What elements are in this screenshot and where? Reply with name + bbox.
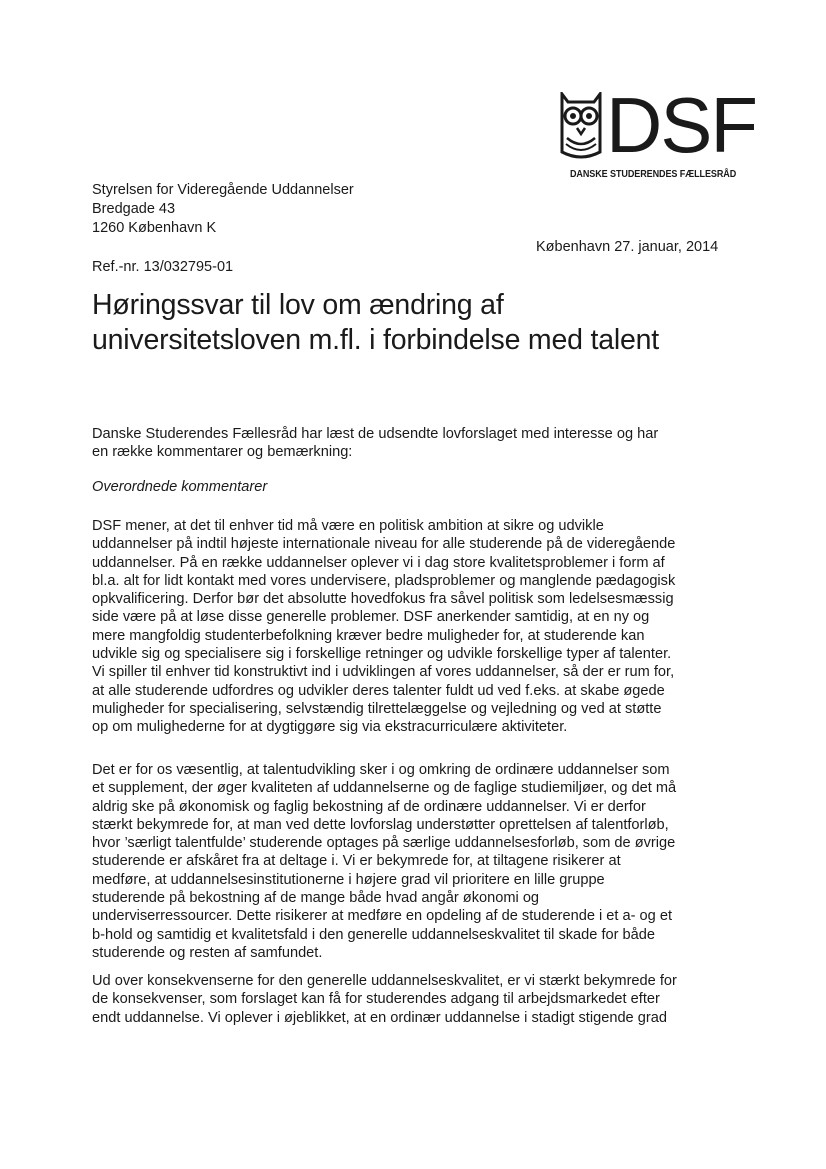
text-line: et supplement, der øger kvaliteten af uddannelserne og de faglige studiemiljøer, og det må xyxy=(92,780,677,797)
dsf-logo xyxy=(558,81,758,188)
text-line: studerende og resten af samfundet. xyxy=(92,944,323,961)
text-line: Danske Studerendes Fællesråd har læst de udsendte lovforslaget med interesse og har xyxy=(92,426,659,442)
text-line: uddannelser på indtil højeste internationale niveau for alle studerende på de videregående xyxy=(92,536,676,553)
text-line: op om mulighederne for at dygtiggøre sig via ekstracurriculære aktiviteter. xyxy=(92,719,568,736)
text-line: mere mangfoldig studenterbefolkning kræver bedre muligheder for, at studerende kan xyxy=(92,627,645,644)
recipient-line: Styrelsen for Videregående Uddannelser xyxy=(92,182,354,198)
text-line: at alle studerende udfordres og udvikler deres talenter fuldt ud ved f.eks. at skabe øgede xyxy=(92,682,665,699)
text-line: muligheder for specialisering, selvstændig tilrettelæggelse og vejledning og ved at støtte xyxy=(92,700,662,717)
recipient-line: Bredgade 43 xyxy=(92,201,176,217)
owl-icon xyxy=(558,92,604,160)
recipient-address xyxy=(92,181,354,238)
reference-number: Ref.-nr. 13/032795-01 xyxy=(92,259,234,275)
text-line: Vi spiller til enhver tid konstruktivt ind i udviklingen af vores uddannelser, så der er rum for, xyxy=(92,664,675,681)
text-line: Ud over konsekvenserne for den generelle uddannelseskvalitet, er vi stærkt bekymrede for xyxy=(92,973,677,989)
intro-paragraph xyxy=(92,425,742,462)
section-subheading: Overordnede kommentarer xyxy=(92,479,268,495)
text-line: uddannelser. På en række uddannelser oplever vi i dag store kvalitetsproblemer i form af xyxy=(92,554,665,571)
logo-tagline: DANSKE STUDERENDES FÆLLESRÅD xyxy=(570,168,737,180)
paragraph-1 xyxy=(92,517,742,737)
text-line: side være på at løse disse generelle problemer. DSF anerkender samtidig, at en ny og xyxy=(92,609,650,626)
text-line: stærkt bekymrede for, at man ved dette lovforslag understøtter oprettelsen af talentforløb, xyxy=(92,816,669,833)
paragraph-2 xyxy=(92,761,742,962)
text-line: studerende på bekostning af de mange både hvad angår økonomi og xyxy=(92,890,540,907)
text-line: Det er for os væsentlig, at talentudvikling sker i og omkring de ordinære uddannelser som xyxy=(92,762,670,778)
recipient-line: 1260 København K xyxy=(92,220,217,236)
text-line: aldrig ske på økonomisk og faglig bekostning af de ordinære uddannelser. Vi er derfor xyxy=(92,798,646,815)
text-line: opkvalificering. Derfor bør det absolutte hovedfokus fra såvel politisk som ledelsesmæssig xyxy=(92,591,674,608)
letter-date: København 27. januar, 2014 xyxy=(536,239,719,255)
text-line: underviserressourcer. Dette risikerer at medføre en opdeling af de studerende i et a- og et xyxy=(92,908,673,925)
text-line: bl.a. alt for lidt kontakt med vores undervisere, pladsproblemer og manglende pædagogisk xyxy=(92,572,676,589)
paragraph-3 xyxy=(92,972,742,1027)
document-title: Høringssvar til lov om ændring af universitetsloven m.fl. i forbindelse med talent xyxy=(92,289,660,356)
text-line: en række kommentarer og bemærkning: xyxy=(92,444,353,461)
text-line: udvikle sig og specialisere sig i forskellige retninger og udvikle forskellige typer af talenter. xyxy=(92,646,672,663)
logo-letters: DSF xyxy=(606,81,756,169)
text-line: DSF mener, at det til enhver tid må være en politisk ambition at sikre og udvikle xyxy=(92,518,604,534)
text-line: endt uddannelse. Vi oplever i øjeblikket, at en ordinær uddannelse i stadigt stigende grad xyxy=(92,1009,667,1026)
text-line: medføre, at uddannelsesinstitutionerne i højere grad vil prioritere en lille gruppe xyxy=(92,871,605,888)
text-line: de konsekvenser, som forslaget kan få for studerendes adgang til arbejdsmarkedet efter xyxy=(92,991,660,1008)
text-line: hvor ’særligt talentfulde’ studerende optages på særlige uddannelsesforløb, som de øvrige xyxy=(92,835,676,852)
text-line: studerende er afskåret fra at deltage i. Vi er bekymrede for, at tiltagene risikerer at xyxy=(92,853,621,870)
text-line: b-hold og samtidig et kvalitetsfald i den generelle uddannelseskvalitet til skade for både xyxy=(92,926,656,943)
